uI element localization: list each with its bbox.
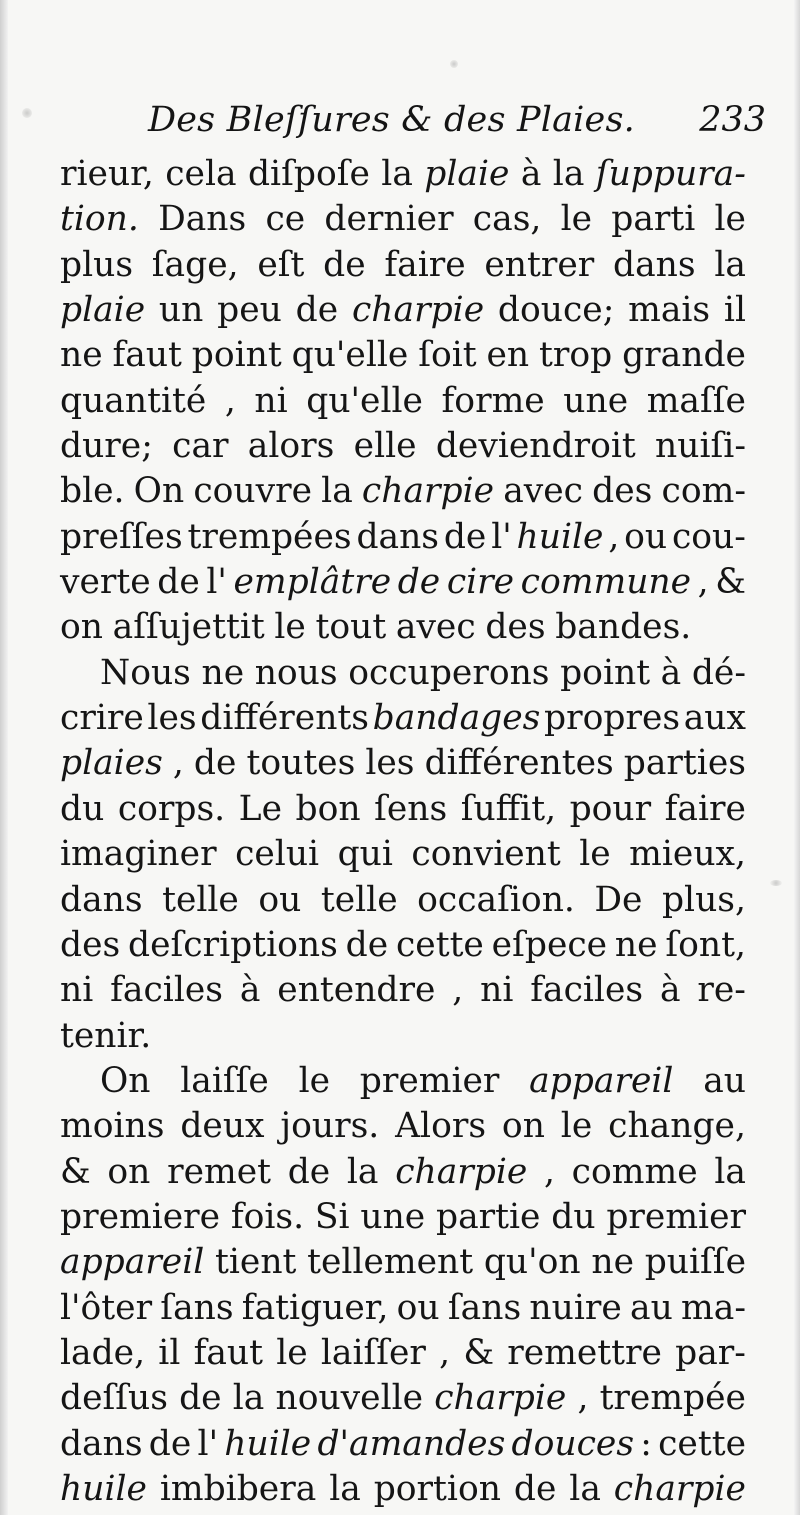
word: ni — [254, 380, 288, 421]
word: , — [452, 970, 464, 1011]
word: On — [100, 1060, 151, 1101]
word: au — [630, 1287, 673, 1328]
word: ni — [480, 970, 514, 1011]
word: : — [640, 1423, 652, 1464]
word: de — [295, 290, 339, 331]
word: tient — [215, 1242, 297, 1283]
word: la — [569, 1468, 601, 1509]
word: point — [560, 652, 651, 693]
word: ſont, — [665, 924, 746, 965]
word: plaie — [60, 290, 146, 331]
word: de — [148, 1423, 192, 1464]
word: faciles — [530, 970, 644, 1011]
word: maſſe — [646, 380, 746, 421]
word: ma- — [681, 1287, 746, 1328]
word: la — [321, 471, 353, 512]
word: , — [172, 743, 184, 784]
word: bandes. — [555, 607, 692, 648]
word: huile — [516, 516, 604, 557]
word: le — [560, 1106, 593, 1147]
word: deux — [180, 1106, 265, 1147]
word: deſcriptions — [128, 924, 338, 965]
word: toutes — [246, 743, 356, 784]
word: remet — [167, 1151, 271, 1192]
word: imaginer — [60, 834, 217, 875]
word: dans — [613, 244, 696, 285]
word: la — [714, 244, 746, 285]
word: telle — [162, 879, 239, 920]
word: cette — [395, 924, 484, 965]
word: il — [158, 1332, 181, 1373]
word: huile — [60, 1468, 147, 1509]
word: crire — [60, 698, 144, 739]
word: nouvelle — [275, 1378, 424, 1419]
word: puiſſe — [644, 1242, 746, 1283]
word: verte — [60, 562, 151, 603]
word: des — [60, 924, 121, 965]
word: les — [147, 698, 197, 739]
word: premier — [606, 1196, 746, 1237]
word: premiere — [60, 1196, 221, 1237]
word: d'amandes — [317, 1423, 506, 1464]
word: appareil — [60, 1242, 205, 1283]
word: à — [659, 970, 681, 1011]
text-line — [60, 741, 746, 786]
word: plus — [60, 244, 134, 285]
word: telle — [320, 879, 398, 920]
word: plaies — [60, 743, 163, 784]
word: l' — [491, 516, 512, 557]
word: qui — [337, 834, 393, 875]
text-line — [60, 651, 746, 696]
word: entrer — [484, 244, 595, 285]
word: ſoit — [418, 335, 477, 376]
word: tout — [315, 607, 387, 648]
text-line — [60, 605, 746, 650]
word: tellement — [307, 1242, 474, 1283]
word: commune — [520, 562, 692, 603]
word: , — [439, 1332, 451, 1373]
word: ſuppura- — [595, 154, 746, 194]
text-line — [60, 1240, 746, 1285]
word: ſage, — [151, 244, 239, 285]
word: qu'on — [483, 1242, 581, 1283]
text-line — [60, 333, 746, 378]
body-text — [60, 152, 746, 1512]
word: partie — [435, 1196, 541, 1237]
word: trop — [539, 335, 613, 376]
word: preſſes — [60, 516, 183, 557]
word: mieux, — [629, 834, 746, 875]
word: on — [107, 1151, 151, 1192]
word: , — [544, 1151, 555, 1192]
ink-speck — [770, 880, 782, 886]
word: la — [329, 1468, 361, 1509]
word: elle — [353, 426, 417, 467]
word: Nous — [100, 652, 191, 693]
word: fois. — [230, 1196, 305, 1237]
word: diſpoſe — [247, 154, 370, 194]
word: emplâtre — [233, 562, 392, 603]
text-line — [60, 1422, 746, 1467]
word: grande — [622, 335, 746, 376]
word: nuire — [529, 1287, 622, 1328]
text-line — [60, 1286, 746, 1331]
word: On — [133, 471, 185, 512]
word: quantité — [60, 380, 207, 421]
word: occaſion. — [417, 879, 575, 920]
word: change, — [608, 1106, 746, 1147]
word: cela — [165, 154, 237, 194]
word: de — [323, 244, 366, 285]
text-line — [60, 1059, 746, 1104]
word: l'ôter — [60, 1287, 153, 1328]
word: com- — [661, 471, 746, 512]
word: cou- — [671, 516, 746, 557]
word: de — [193, 743, 237, 784]
ink-speck — [450, 60, 458, 68]
word: qu'elle — [306, 380, 423, 421]
word: forme — [441, 380, 545, 421]
word: laiſſe — [180, 1060, 269, 1101]
word: nuiſi- — [655, 426, 746, 467]
word: charpie — [361, 471, 495, 512]
word: ne — [591, 1242, 634, 1283]
word: ou — [396, 1287, 440, 1328]
word: qu'elle — [291, 335, 409, 376]
word: ſans — [160, 1287, 234, 1328]
word: dans — [356, 516, 440, 557]
word: de — [397, 562, 441, 603]
word: Si — [314, 1196, 350, 1237]
text-line — [60, 1331, 746, 1376]
word: occuperons — [348, 652, 550, 693]
word: re- — [697, 970, 746, 1011]
word: le — [298, 1060, 331, 1101]
word: bandages — [372, 698, 541, 739]
word: point — [191, 335, 282, 376]
word: aux — [683, 698, 746, 739]
word: une — [360, 1196, 426, 1237]
word: différents — [200, 698, 369, 739]
word: à — [520, 154, 542, 194]
word: Le — [238, 788, 282, 829]
word: avec — [503, 471, 584, 512]
word: tenir. — [60, 1015, 152, 1056]
word: des — [592, 471, 653, 512]
word: peu — [217, 290, 282, 331]
word: imbibera — [159, 1468, 317, 1509]
word: la — [346, 1151, 379, 1192]
text-line — [60, 1104, 746, 1149]
word: corps. — [117, 788, 226, 829]
word: bon — [295, 788, 361, 829]
word: appareil — [529, 1060, 674, 1101]
text-line — [60, 878, 746, 923]
text-line — [60, 379, 746, 424]
word: couvre — [193, 471, 313, 512]
word: dé- — [691, 652, 746, 693]
word: alors — [247, 426, 335, 467]
word: le — [714, 199, 746, 240]
word: ne — [201, 652, 245, 693]
word: eſpece — [491, 924, 608, 965]
running-head: Des Bleſſures & des Plaies. — [148, 100, 635, 140]
word: plaie — [424, 154, 510, 194]
word: de — [157, 562, 200, 603]
word: comme — [571, 1151, 698, 1192]
word: jours. — [280, 1106, 380, 1147]
word: la — [552, 154, 585, 194]
word: moins — [60, 1106, 165, 1147]
word: faire — [384, 244, 466, 285]
word: , — [224, 380, 236, 421]
word: de — [513, 1468, 557, 1509]
word: , — [608, 516, 620, 557]
word: celui — [235, 834, 320, 875]
word: ce — [265, 199, 306, 240]
word: à — [239, 970, 261, 1011]
word: par- — [675, 1332, 746, 1373]
word: les — [365, 743, 415, 784]
word: ou — [624, 516, 668, 557]
word: du — [60, 788, 105, 829]
word: la — [232, 1378, 265, 1419]
word: lade, — [60, 1332, 146, 1373]
text-line — [60, 197, 746, 242]
word: on — [60, 607, 103, 648]
word: charpie — [395, 1151, 528, 1192]
word: ſans — [447, 1287, 522, 1328]
word: deviendroit — [435, 426, 636, 467]
word: car — [172, 426, 229, 467]
word: du — [551, 1196, 596, 1237]
word: parti — [611, 199, 696, 240]
word: l' — [206, 562, 227, 603]
word: trempées — [187, 516, 352, 557]
word: ſens — [374, 788, 448, 829]
text-line — [60, 1467, 746, 1512]
word: ne — [614, 924, 658, 965]
word: dans — [60, 879, 143, 920]
word: pour — [569, 788, 652, 829]
word: De — [594, 879, 643, 920]
word: un — [158, 290, 204, 331]
word: premier — [359, 1060, 500, 1101]
word: de — [443, 516, 487, 557]
word: deſſus — [60, 1378, 168, 1419]
word: en — [486, 335, 530, 376]
word: faut — [112, 335, 182, 376]
text-line — [60, 469, 746, 514]
word: faire — [664, 788, 746, 829]
word: & — [463, 1332, 495, 1373]
text-line — [60, 1150, 746, 1195]
word: ou — [258, 879, 302, 920]
word: propres — [544, 698, 681, 739]
word: nous — [254, 652, 338, 693]
word: parties — [623, 743, 746, 784]
page-header — [60, 100, 766, 148]
word: plus, — [661, 879, 746, 920]
text-line — [60, 787, 746, 832]
word: il — [723, 290, 746, 331]
word: cette — [658, 1423, 746, 1464]
word: rieur, — [60, 154, 154, 194]
word: charpie — [351, 290, 485, 331]
word: aſſujettit — [112, 607, 265, 648]
word: dernier — [324, 199, 454, 240]
word: remettre — [507, 1332, 662, 1373]
word: à — [660, 652, 682, 693]
text-line — [60, 515, 746, 560]
word: , — [697, 562, 709, 603]
word: fatiguer, — [241, 1287, 389, 1328]
word: convient — [411, 834, 561, 875]
word: huile — [224, 1423, 312, 1464]
word: tion. — [60, 199, 139, 240]
word: faciles — [110, 970, 223, 1011]
word: de — [287, 1151, 331, 1192]
text-line — [60, 1195, 746, 1240]
text-line — [60, 243, 746, 288]
text-line — [60, 424, 746, 469]
word: la — [381, 154, 413, 194]
word: & — [715, 562, 746, 603]
ink-speck — [22, 108, 32, 118]
word: douce; — [497, 290, 615, 331]
text-line — [60, 923, 746, 968]
text-line — [60, 152, 746, 197]
text-line — [60, 560, 746, 605]
word: faut — [193, 1332, 263, 1373]
word: dans — [60, 1423, 143, 1464]
word: le — [274, 607, 306, 648]
text-line — [60, 1376, 746, 1421]
word: Alors — [395, 1106, 487, 1147]
word: l' — [197, 1423, 219, 1464]
word: laiſſer — [320, 1332, 426, 1373]
word: dure; — [60, 426, 153, 467]
word: eſt — [257, 244, 305, 285]
word: le — [276, 1332, 308, 1373]
word: , — [577, 1378, 589, 1419]
word: des — [485, 607, 546, 648]
word: de — [179, 1378, 222, 1419]
text-line — [60, 288, 746, 333]
word: la — [714, 1151, 746, 1192]
word: on — [501, 1106, 545, 1147]
word: mais — [628, 290, 711, 331]
text-line — [60, 968, 746, 1013]
word: portion — [373, 1468, 501, 1509]
word: ſuffit, — [460, 788, 557, 829]
word: au — [703, 1060, 746, 1101]
word: ble. — [60, 471, 125, 512]
text-line — [60, 832, 746, 877]
page-number: 233 — [699, 100, 766, 140]
text-line — [60, 1014, 746, 1059]
word: le — [560, 199, 593, 240]
word: Dans — [158, 199, 247, 240]
word: cire — [446, 562, 515, 603]
word: charpie — [434, 1378, 567, 1419]
word: le — [579, 834, 611, 875]
word: une — [563, 380, 629, 421]
word: douces — [511, 1423, 635, 1464]
word: ni — [60, 970, 94, 1011]
word: cas, — [472, 199, 542, 240]
word: ne — [60, 335, 103, 376]
word: & — [60, 1151, 91, 1192]
word: de — [345, 924, 389, 965]
word: avec — [395, 607, 476, 648]
word: charpie — [613, 1468, 746, 1509]
word: trempée — [599, 1378, 746, 1419]
text-line — [60, 696, 746, 741]
word: différentes — [424, 743, 614, 784]
word: entendre — [277, 970, 436, 1011]
